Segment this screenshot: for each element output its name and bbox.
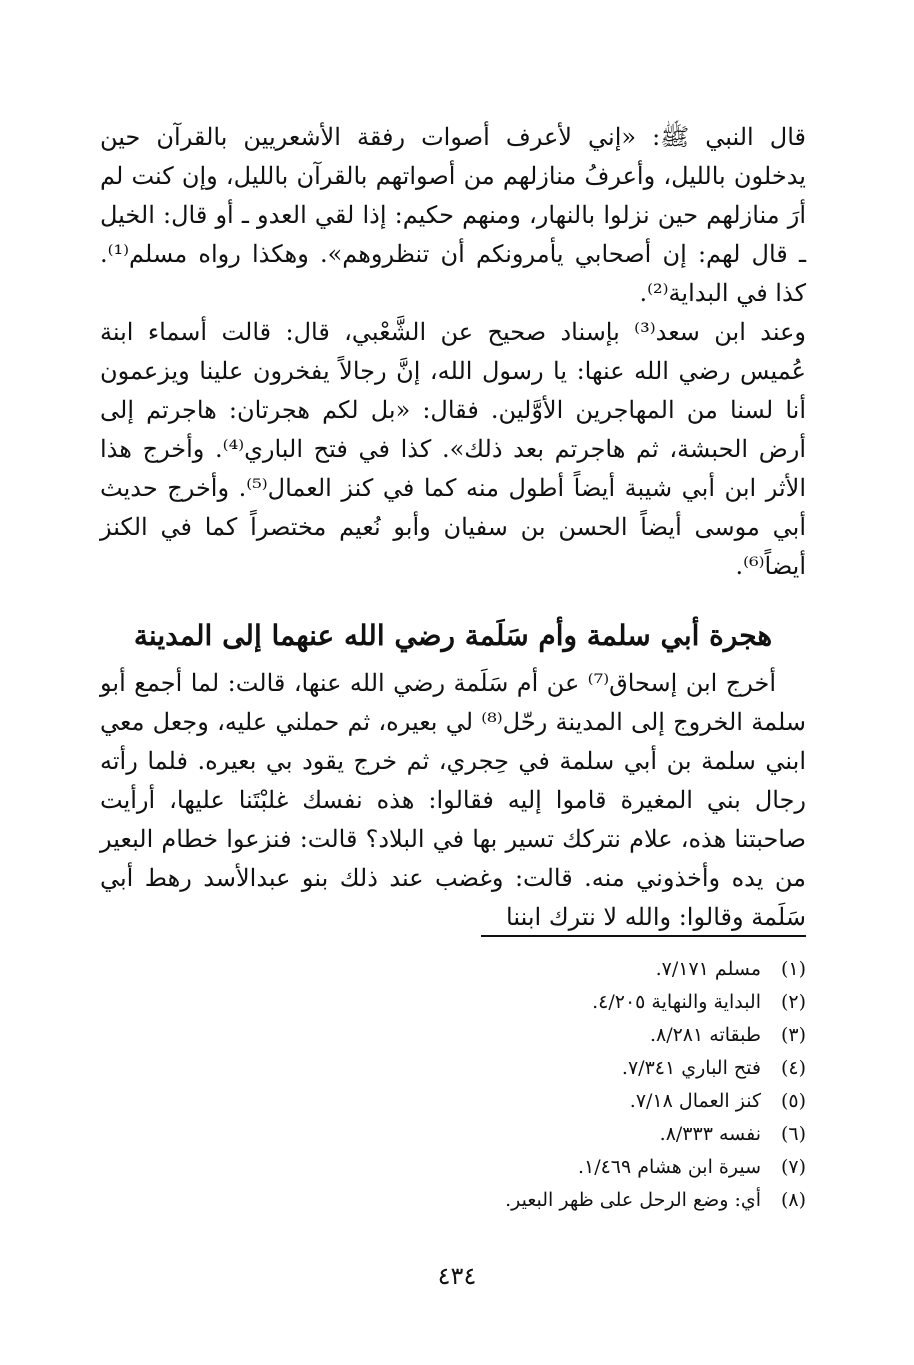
footnote-item: [166, 1184, 806, 1217]
paragraph-2: وعند ابن سعد⁽³⁾ بإسناد صحيح عن الشَّعْبي، قال: قالت أسماء ابنة عُميس رضي الله عنها: يا رسول الله، إنَّ رجالاً يفخرون علينا ويزعمون أنا لسنا من المهاجرين الأوَّلين. فقال: «بل لكم هجرتان: هاجرتم إلى أرض الحبشة، ثم هاجرتم بعد ذلك». كذا في فتح الباري⁽⁴⁾. وأخرج هذا الأثر ابن أبي شيبة أيضاً أطول منه كما في كنز العمال⁽⁵⁾. وأخرج حديث أبي موسى أيضاً الحسن بن سفيان وأبو نُعيم مختصراً كما في الكنز أيضاً⁽⁶⁾.: [100, 318, 806, 580]
footnote-text: أي: وضع الرحل على ظهر البعير.: [505, 1189, 761, 1211]
footnote-item: [166, 1052, 806, 1085]
footnote-text: نفسه ٨/٣٣٣.: [659, 1123, 761, 1145]
footnote-item: [166, 1019, 806, 1052]
footnote-item: [166, 986, 806, 1019]
footnote-text: فتح الباري ٧/٣٤١.: [621, 1057, 761, 1079]
footnote-number: (١): [780, 958, 806, 980]
footnote-text: طبقاته ٨/٢٨١.: [649, 1024, 761, 1046]
footnote-text: كنز العمال ٧/١٨.: [629, 1090, 761, 1112]
footnote-text: البداية والنهاية ٤/٢٠٥.: [592, 991, 761, 1013]
footnote-item: [166, 953, 806, 986]
footnote-item: [166, 1118, 806, 1151]
footnote-number: (٦): [780, 1123, 806, 1145]
footnote-number: (٤): [780, 1057, 806, 1079]
footnote-item: [166, 1151, 806, 1184]
footnote-text: سيرة ابن هشام ١/٤٦٩.: [577, 1156, 761, 1178]
footnote-number: (٢): [780, 991, 806, 1013]
footnote-number: (٨): [780, 1189, 806, 1211]
footnote-number: (٧): [780, 1156, 806, 1178]
footnote-item: [166, 1085, 806, 1118]
section-body: [100, 664, 806, 937]
footnote-divider: [481, 935, 806, 937]
footnote-number: (٣): [780, 1024, 806, 1046]
section-heading: هجرة أبي سلمة وأم سَلَمة رضي الله عنهما إلى المدينة: [133, 619, 773, 652]
page-number: ٤٣٤: [437, 1262, 477, 1290]
page-body: [100, 118, 806, 937]
footnotes-list: [166, 953, 806, 1217]
footnote-text: مسلم ٧/١٧١.: [655, 958, 761, 980]
section-paragraph: أخرج ابن إسحاق⁽⁷⁾ عن أم سَلَمة رضي الله عنها، قالت: لما أجمع أبو سلمة الخروج إلى المدينة رحّل⁽⁸⁾ لي بعيره، ثم حملني عليه، وجعل معي ابني سلمة بن أبي سلمة في حِجري، ثم خرج يقود بي بعيره. فلما رأته رجال بني المغيرة قاموا إليه فقالوا: هذه نفسك غلبْتَنا عليها، أرأيت صاحبتنا هذه، علام نتركك تسير بها في البلاد؟ قالت: فنزعوا خطام البعير من يده وأخذوني منه. قالت: وغضب عند ذلك بنو عبدالأسد رهط أبي سَلَمة وقالوا: والله لا نترك ابننا: [100, 669, 806, 931]
footnote-number: (٥): [780, 1090, 806, 1112]
paragraph-1: قال النبي ﷺ: «إني لأعرف أصوات رفقة الأشعريين بالقرآن حين يدخلون بالليل، وأعرفُ منازلهم من أصواتهم بالقرآن بالليل، وإن كنت لم أرَ منازلهم حين نزلوا بالنهار، ومنهم حكيم: إذا لقي العدو ـ أو قال: الخيل ـ قال لهم: إن أصحابي يأمرونكم أن تنظروهم». وهكذا رواه مسلم⁽¹⁾. كذا في البداية⁽²⁾.: [100, 123, 806, 307]
